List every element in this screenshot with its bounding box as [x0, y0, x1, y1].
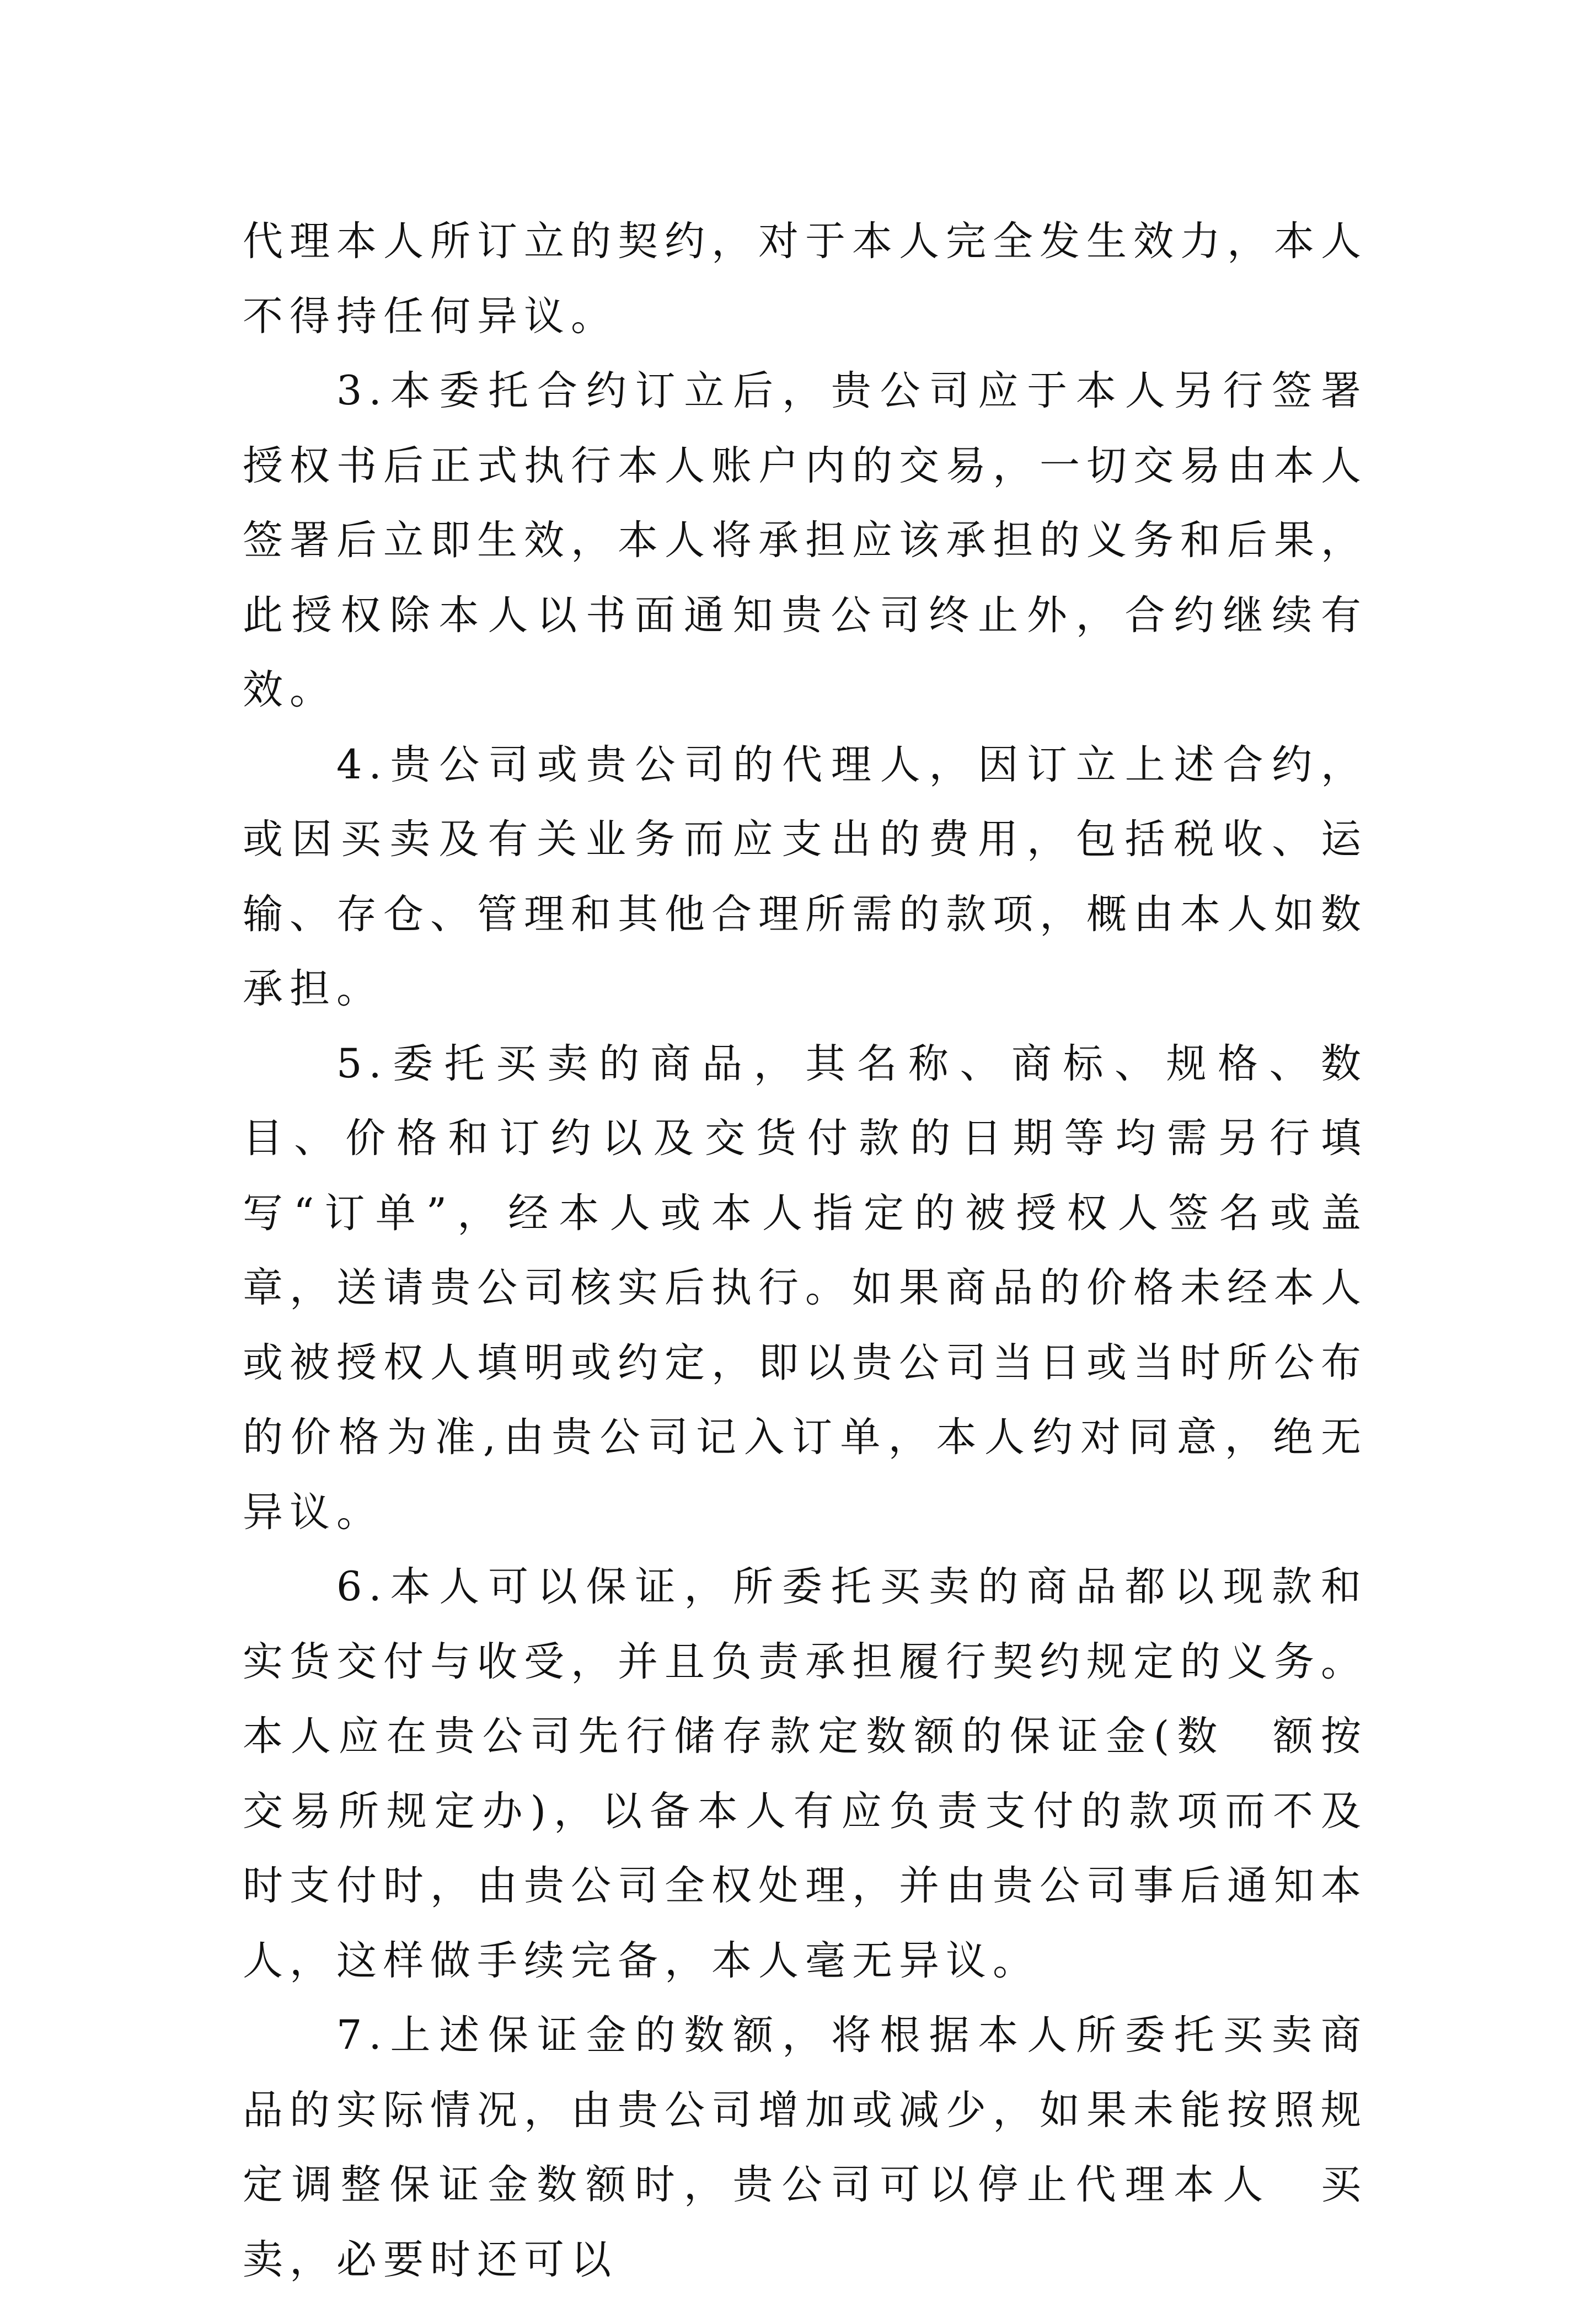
paragraph-clause-7: 7.上述保证金的数额，将根据本人所委托买卖商品的实际情况，由贵公司增加或减少，如果未能按照规定调整保证金数额时，贵公司可以停止代理本人 买卖，必要时还可以 [243, 2012, 1368, 2283]
paragraph-clause-5: 5.委托买卖的商品，其名称、商标、规格、数目、价格和订约以及交货付款的日期等均需另行填写“订单”，经本人或本人指定的被授权人签名或盖 章，送请贵公司核实后执行。如果商品的价格未经本人或被授权人填明或约定，即以贵公司当日或当时所公布的价格为准,由贵公司记入订单，本人约对同意，绝无 异议。 [243, 1040, 1415, 1536]
paragraph-continuation: 代理本人所订立的契约，对于本人完全发生效力，本人不得持任何异议。 [243, 218, 1368, 340]
paragraph-clause-6: 6.本人可以保证，所委托买卖的商品都以现款和实货交付与收受，并且负责承担履行契约规定的义务。本人应在贵公司先行储存款定数额的保证金(数 额按交易所规定办)，以备本人有应负责支付的款项而不及时支付时，由贵公司全权处理，并由贵公司事后通知本人，这样做手续完备，本人毫无异议。 [243, 1563, 1368, 1984]
paragraph-clause-4: 4.贵公司或贵公司的代理人，因订立上述合约，或因买卖及有关业务而应支出的费用，包括税收、运输、存仓、管理和其他合理所需的款项，概由本人如数承担。 [243, 741, 1368, 1012]
paragraph-clause-3: 3.本委托合约订立后，贵公司应于本人另行签署授权书后正式执行本人账户内的交易，一切交易由本人签署后立即生效，本人将承担应该承担的义务和后果，此授权除本人以书面通知贵公司终止外，合约继续有效。 [243, 367, 1368, 713]
document-body [243, 204, 1415, 2297]
